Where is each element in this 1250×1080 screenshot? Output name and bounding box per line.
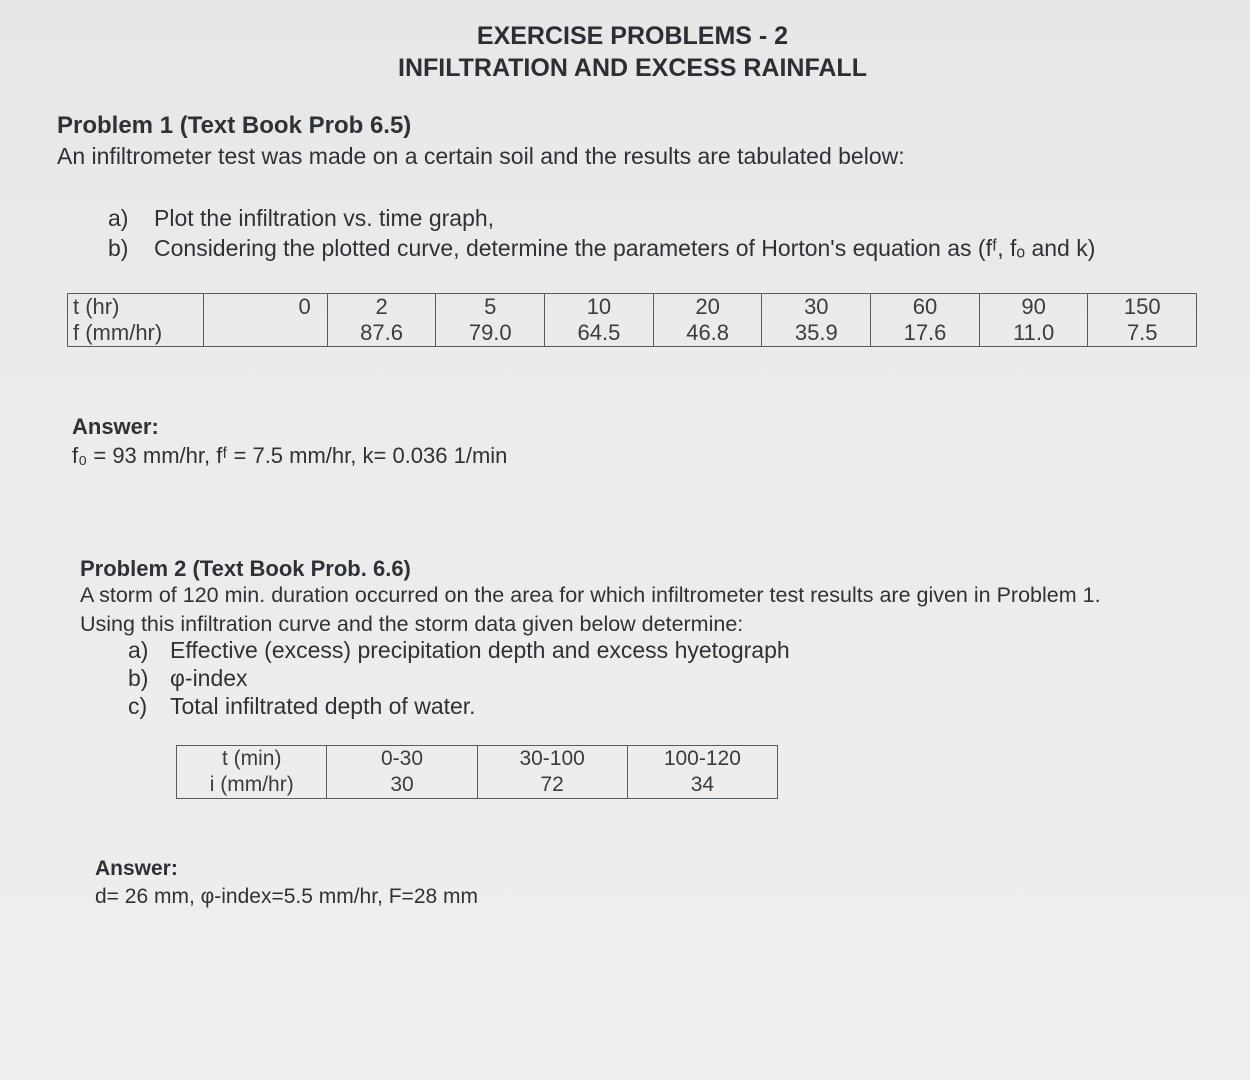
t-value: 20 (695, 294, 720, 319)
t-value: 2 (375, 294, 388, 319)
t-row-label: t (hr) (73, 294, 120, 319)
t-value: 100-120 (663, 747, 741, 770)
table-cell (653, 294, 762, 347)
problem-1-answer-text: f₀ = 93 mm/hr, fᶠ = 7.5 mm/hr, k= 0.036 1/min (72, 443, 508, 468)
f-value: 11.0 (1013, 320, 1055, 345)
list-marker: a) (128, 637, 149, 663)
table-cell (979, 294, 1088, 347)
t-value: 90 (1021, 294, 1046, 319)
title-line-2: INFILTRATION AND EXCESS RAINFALL (398, 54, 867, 82)
i-value: 34 (690, 773, 715, 796)
problem-2-task-b (128, 664, 790, 692)
table-cell (545, 294, 654, 347)
row-header (68, 294, 204, 347)
f-row-label: f (mm/hr) (73, 320, 163, 345)
problem-2-task-a (128, 636, 790, 664)
t-value: 30 (804, 294, 829, 319)
i-value: 30 (390, 773, 414, 796)
list-marker: a) (108, 205, 129, 231)
table-cell (762, 294, 871, 347)
t-value: 60 (912, 294, 938, 319)
list-text: φ-index (170, 665, 248, 691)
list-marker: b) (128, 665, 149, 691)
problem-1-task-a (108, 203, 1095, 233)
t-value: 30-100 (519, 747, 585, 770)
f-value: 46.8 (686, 320, 730, 345)
list-text: Considering the plotted curve, determine the parameters of Horton's equation as (fᶠ, fₒ and k) (154, 235, 1096, 261)
problem-2-answer-text: d= 26 mm, φ-index=5.5 mm/hr, F=28 mm (95, 885, 479, 908)
t-row-label: t (min) (221, 747, 282, 770)
row-header (177, 746, 327, 799)
list-marker: b) (108, 235, 129, 261)
problem-2-task-c (128, 692, 790, 720)
problem-2-task-list (128, 636, 790, 720)
table-cell (327, 746, 477, 799)
f-value: 35.9 (794, 320, 838, 345)
f-value: 79.0 (468, 320, 512, 345)
t-value: 0 (298, 294, 311, 319)
list-text: Effective (excess) precipitation depth and excess hyetograph (170, 637, 790, 663)
problem-2-intro: A storm of 120 min. duration occurred on the area for which infiltrometer test results are given in Problem 1. Using this infiltration curve and the storm data given below determine: (80, 583, 1101, 636)
problem-1-intro: An infiltrometer test was made on a certain soil and the results are tabulated below: (57, 143, 905, 169)
storm-data-table (176, 745, 778, 799)
t-value: 150 (1123, 294, 1161, 319)
table-cell (436, 294, 545, 347)
problem-1-heading: Problem 1 (Text Book Prob 6.5) (57, 112, 412, 139)
document-title (0, 20, 1250, 84)
problem-1-task-list (108, 203, 1095, 263)
f-value: 7.5 (1126, 320, 1158, 345)
table-cell (477, 746, 627, 799)
problem-2-heading: Problem 2 (Text Book Prob. 6.6) (80, 556, 411, 581)
f-value: 87.6 (360, 320, 403, 345)
problem-1-task-b (108, 233, 1095, 263)
t-value: 0-30 (380, 747, 424, 770)
table-cell (327, 294, 436, 347)
t-value: 10 (586, 294, 612, 319)
list-marker: c) (128, 693, 148, 719)
table-cell (627, 746, 777, 799)
problem-1-answer-label: Answer: (72, 414, 159, 439)
f-value (204, 320, 311, 346)
title-line-1: EXERCISE PROBLEMS - 2 (476, 22, 789, 50)
i-row-label: i (mm/hr) (209, 773, 294, 796)
i-value: 72 (540, 773, 564, 796)
table-row (68, 294, 1197, 347)
t-value: 5 (484, 294, 497, 319)
f-value: 64.5 (577, 320, 621, 345)
table-cell (1088, 294, 1197, 347)
list-text: Total infiltrated depth of water. (170, 693, 476, 719)
table-row (177, 746, 778, 799)
problem-2-answer-label: Answer: (95, 857, 178, 880)
f-value: 17.6 (903, 320, 947, 345)
table-cell (204, 294, 328, 347)
infiltrometer-table (67, 293, 1197, 347)
list-text: Plot the infiltration vs. time graph, (154, 205, 495, 231)
table-cell (871, 294, 980, 347)
